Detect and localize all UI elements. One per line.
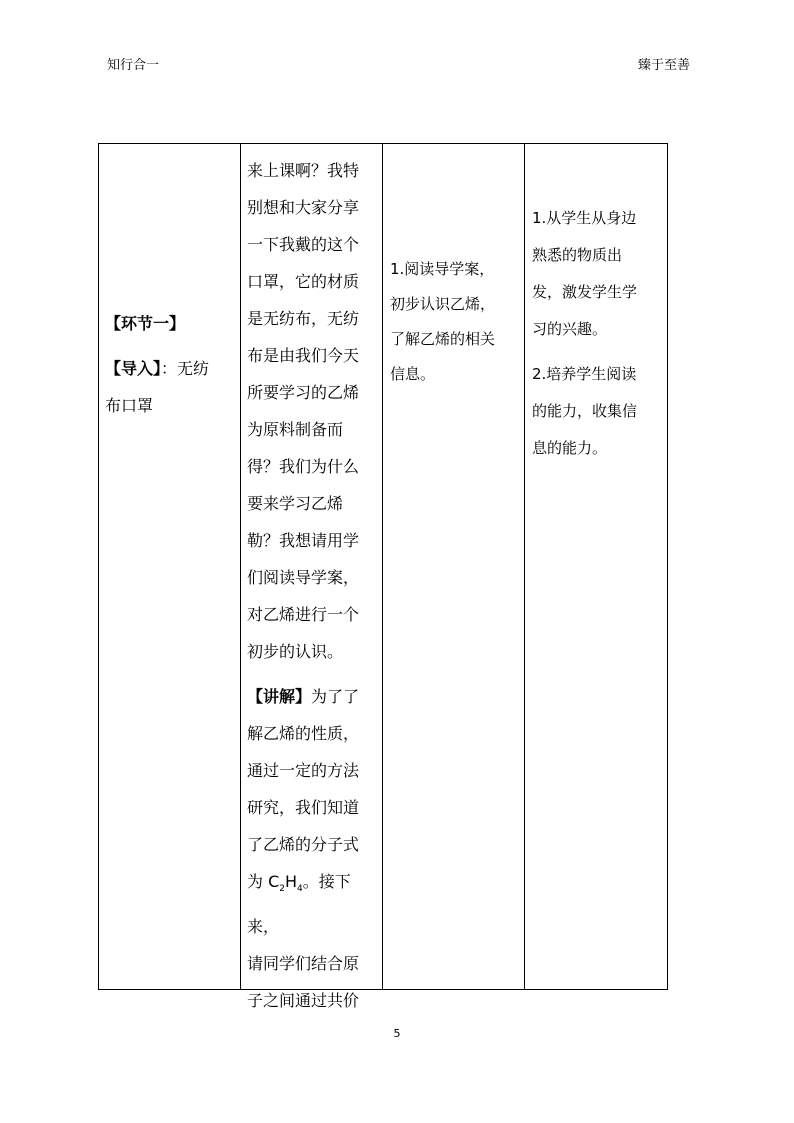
intro-label: 【导入】	[105, 359, 162, 378]
header-left-motto: 知行合一	[107, 58, 160, 73]
intent-line: 息的能力。	[532, 439, 608, 457]
explain-label: 【讲解】	[247, 687, 312, 706]
teacher-line: 一下我戴的这个	[247, 235, 360, 254]
teacher-line: 子之间通过共价	[247, 991, 360, 1011]
header-right-motto: 臻于至善	[637, 58, 690, 73]
page-number: 5	[393, 1027, 401, 1040]
formula-line	[247, 863, 375, 945]
teacher-line: 布是由我们今天	[247, 346, 360, 365]
explain-paragraph-start	[247, 678, 375, 715]
formula-sub-hydrogen: 4	[297, 884, 303, 895]
teacher-line: 所要学习的乙烯	[247, 383, 360, 402]
teacher-line: 了乙烯的分子式	[247, 835, 360, 854]
intro-text-1: 无纺	[177, 359, 210, 378]
intent-line: 发，激发学生学	[532, 283, 638, 301]
teacher-activity-cell	[241, 144, 383, 1011]
intro-text-2: 布口罩	[105, 396, 154, 415]
teacher-line: 口罩，它的材质	[247, 272, 360, 291]
teacher-line: 得？我们为什么	[247, 457, 360, 476]
teacher-line: 别想和大家分享	[247, 198, 360, 217]
teacher-line: 要来学习乙烯	[247, 494, 344, 513]
intent-line: 熟悉的物质出	[532, 246, 623, 264]
formula-prefix: 为 C	[247, 872, 280, 891]
explain-text: 为了了	[311, 687, 360, 706]
intro-separator: ：	[161, 359, 178, 378]
student-line: 初步认识乙烯，	[390, 295, 496, 313]
student-line: 了解乙烯的相关	[390, 330, 496, 348]
teacher-line: 请同学们结合原	[247, 954, 360, 974]
student-line: 1.阅读导学案，	[390, 260, 495, 278]
design-intent-cell	[525, 144, 668, 990]
intent-line: 习的兴趣。	[532, 320, 608, 338]
teacher-line: 对乙烯进行一个	[247, 605, 360, 624]
teacher-line: 解乙烯的性质，	[247, 724, 360, 743]
teacher-line: 研究，我们知道	[247, 798, 360, 817]
teacher-line: 初步的认识。	[247, 642, 344, 661]
student-line: 信息。	[390, 365, 436, 383]
formula-h: H	[285, 872, 298, 891]
teacher-line: 勒？我想请用学	[247, 531, 360, 550]
teacher-line: 为原料制备而	[247, 420, 344, 439]
formula-sub-carbon: 2	[279, 884, 285, 895]
teacher-line: 通过一定的方法	[247, 761, 360, 780]
intent-line: 2.培养学生阅读	[532, 365, 637, 383]
section-label: 【环节一】	[105, 314, 186, 333]
stage-cell	[99, 144, 241, 990]
intent-line: 的能力，收集信	[532, 402, 638, 420]
table-row	[99, 144, 668, 990]
intent-line: 1.从学生从身边	[532, 209, 637, 227]
formula-suffix: 。接下来，	[247, 872, 351, 937]
lesson-plan-table	[98, 143, 668, 1011]
teacher-line: 们阅读导学案，	[247, 568, 360, 587]
teacher-line: 是无纺布，无纺	[247, 309, 360, 328]
student-activity-cell	[383, 144, 525, 990]
teacher-line: 来上课啊？我特	[247, 161, 360, 180]
intro-paragraph	[105, 350, 233, 387]
